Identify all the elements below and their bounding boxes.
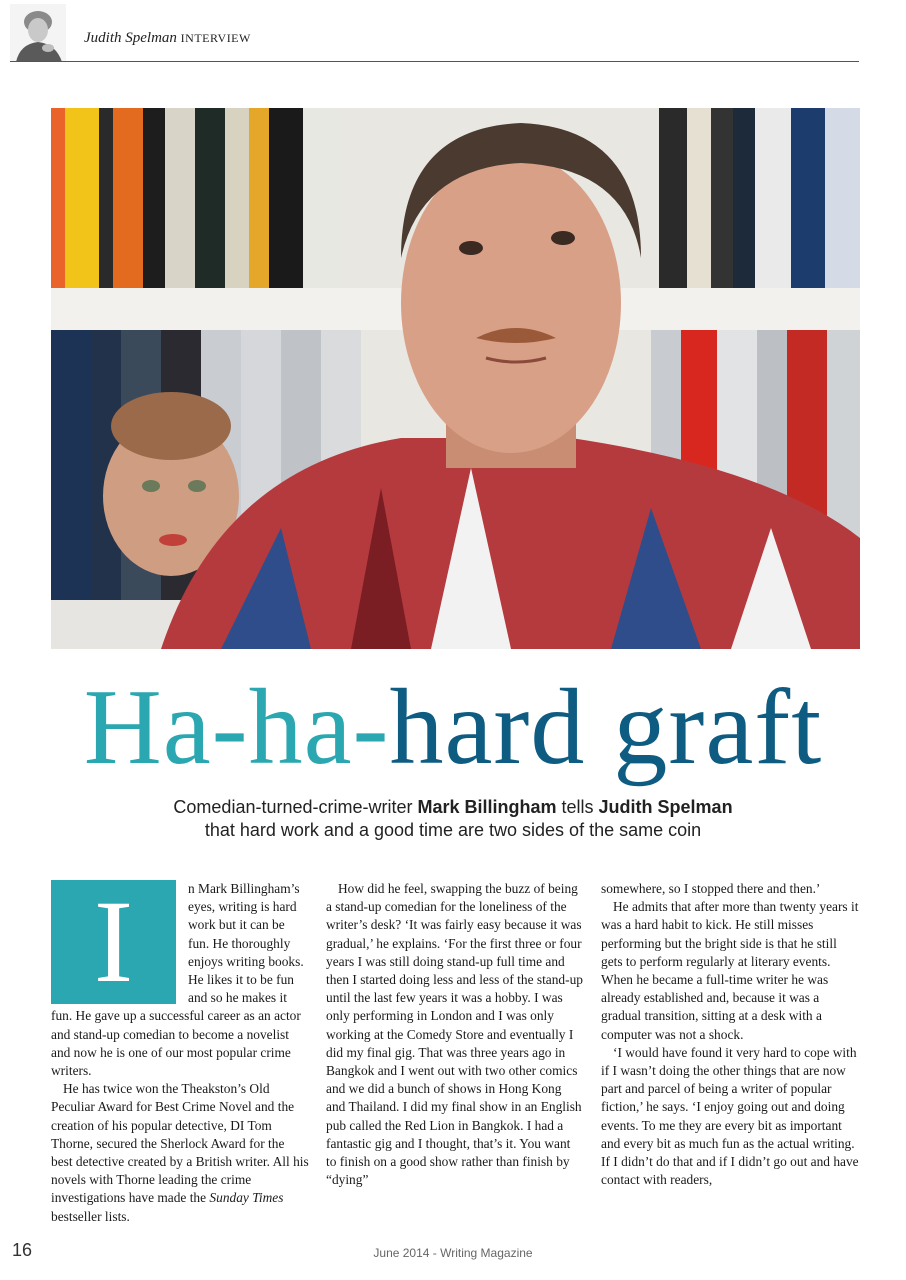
running-header xyxy=(84,30,251,47)
standfirst xyxy=(60,796,846,842)
paragraph: somewhere, so I stopped there and then.’ xyxy=(601,881,821,896)
paragraph xyxy=(51,1080,309,1226)
paragraph-text: He has twice won the Theakston’s Old Peculiar Award for Best Crime Novel and the creation of his popular detective, DI Tom Thorne, secured the Sherlock Award for the best detective created by a British writer. All his novels with Thorne leading the crime investigations have made the xyxy=(51,1081,309,1206)
paragraph: n Mark Billingham’s eyes, writing is hard work but it can be fun. He thoroughly enjoys writing books. He likes it to be fun and so he makes it fun. He gave up a successful career as an actor and stand-up comedian to become a novelist and now he is one of our most popular crime writers. xyxy=(51,881,304,1079)
header-author-name: Judith Spelman xyxy=(84,30,177,46)
header-divider xyxy=(10,61,859,62)
standfirst-text-3: that hard work and a good time are two sides of the same coin xyxy=(204,820,702,840)
paragraph: He admits that after more than twenty years it was a hard habit to kick. He still misses performing but the bright side is that he still gets to perform regularly at literary events. When he became a full-time writer he was already established and, because it was a gradual transition, sitting at a desk with a computer was not a shock. xyxy=(601,899,859,1042)
standfirst-text-2: tells xyxy=(556,797,599,817)
headline-part-2: hard graft xyxy=(389,668,823,787)
standfirst-text-1: Comedian-turned-crime-writer xyxy=(173,797,418,817)
paragraph: How did he feel, swapping the buzz of being a stand-up comedian for the loneliness of the writer’s desk? ‘It was fairly easy because it was gradual,’ he explains. ‘For the first three or four years I was still doing stand-up full time and then I started doing less and less of the stand-up until the last few years it was a hobby. I was only performing in London and I was only working at the Comedy Store and eventually I did my final gig. That was three years ago in Bangkok and I went out with two other comics and we did a bunch of shows in Hong Kong and Thailand. I did my final show in an English pub called the Red Lion in Bangkok. I had a fantastic gig and I thought, that’s it. You want to finish on a good show rather than finish by “dying” xyxy=(326,881,583,1188)
header-section: INTERVIEW xyxy=(180,31,251,45)
drop-cap: I xyxy=(51,880,176,1004)
standfirst-name-1: Mark Billingham xyxy=(417,797,557,817)
article-column-1 xyxy=(51,876,309,1226)
issue-footer: June 2014 - Writing Magazine xyxy=(373,1246,533,1260)
standfirst-name-2: Judith Spelman xyxy=(598,797,733,817)
article-column-3 xyxy=(601,880,859,1189)
feature-photo xyxy=(51,108,860,649)
paragraph-text-end: bestseller lists. xyxy=(51,1208,130,1224)
article-column-2 xyxy=(326,880,584,1189)
paragraph: ‘I would have found it very hard to cope with if I wasn’t doing the other things that are now part and parcel of being a writer of popular fiction,’ he says. ‘I enjoy going out and doing events. To me they are every bit as important and every bit as much fun as the actual writing. If I didn’t do that and if I didn’t go out and have contact with readers, xyxy=(601,1044,859,1188)
headline xyxy=(0,668,906,788)
author-portrait xyxy=(10,4,66,62)
headline-part-1: Ha-ha- xyxy=(83,668,390,787)
page-number: 16 xyxy=(12,1240,33,1260)
newspaper-title: Sunday Times xyxy=(209,1190,284,1206)
